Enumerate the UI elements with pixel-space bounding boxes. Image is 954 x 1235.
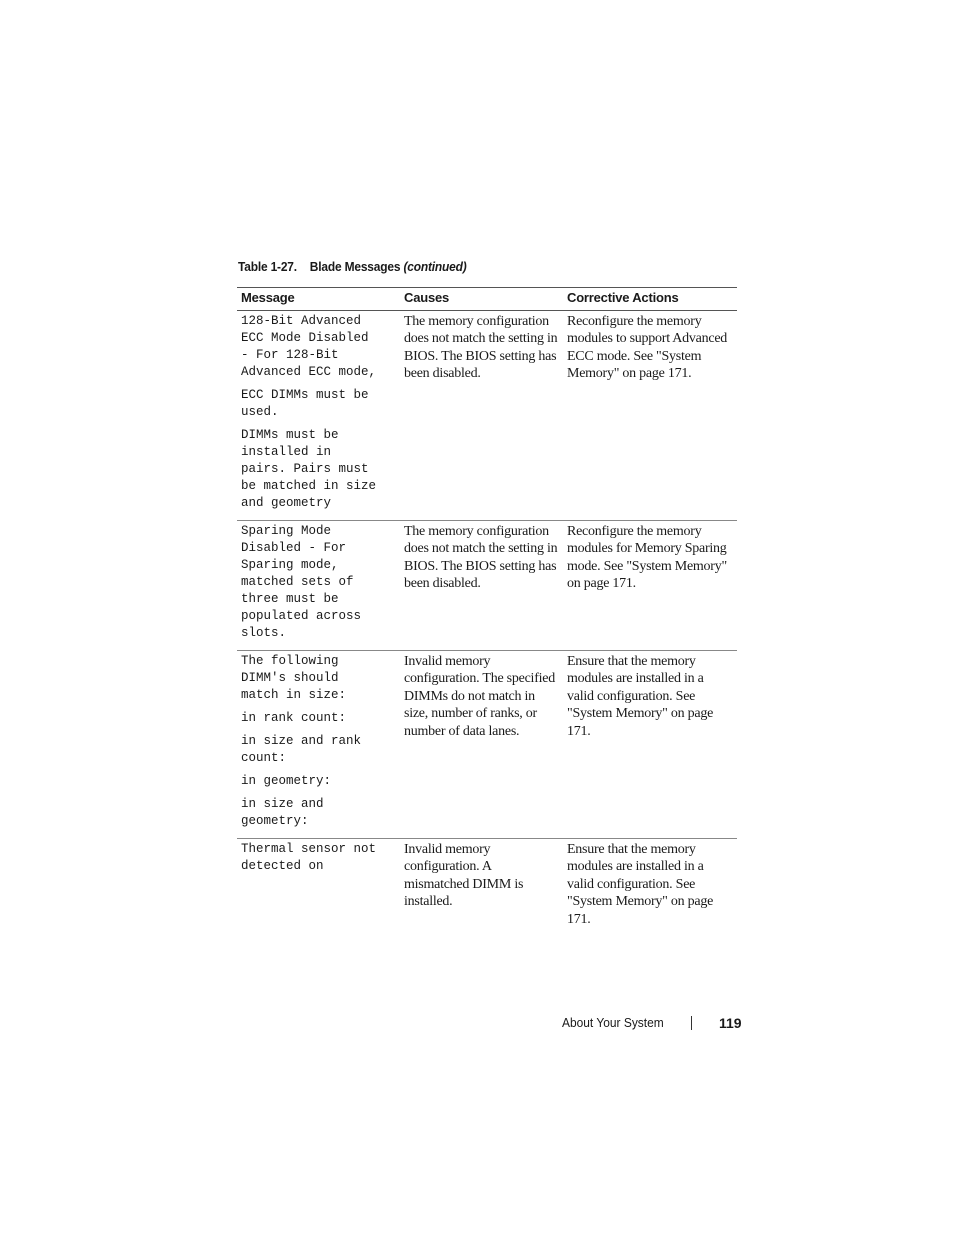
table-row — [237, 521, 737, 651]
footer-separator — [691, 1016, 692, 1030]
actions-cell: Ensure that the memory modules are installed in a valid configuration. See "System Memory" on page 171. — [563, 651, 737, 839]
table-row — [237, 839, 737, 937]
message-cell — [237, 839, 400, 937]
message-cell — [237, 521, 400, 651]
message-text: Thermal sensor not detected on — [241, 842, 377, 873]
table-number: Table 1-27. — [238, 259, 297, 274]
message-text: in size and rank count: — [241, 734, 362, 765]
header-corrective-actions: Corrective Actions — [563, 288, 737, 311]
message-cell — [237, 651, 400, 839]
message-text: in rank count: — [241, 711, 347, 725]
causes-cell: Invalid memory configuration. A mismatched DIMM is installed. — [404, 842, 524, 910]
message-text: ECC DIMMs must be used. — [241, 388, 369, 419]
message-text: in size and geometry: — [241, 797, 324, 828]
causes-cell: The memory configuration does not match the setting in BIOS. The BIOS setting has been disabled. — [400, 521, 563, 651]
header-message: Message — [237, 288, 400, 311]
message-text: 128-Bit Advanced ECC Mode Disabled - For 128-Bit Advanced ECC mode, — [241, 314, 377, 379]
table-row — [237, 311, 737, 521]
actions-cell: Reconfigure the memory modules for Memory Sparing mode. See "System Memory" on page 171. — [563, 521, 737, 651]
table-header-row — [237, 288, 737, 311]
causes-cell: Invalid memory configuration. The specified DIMMs do not match in size, number of ranks, or number of data lanes. — [400, 651, 563, 839]
page-footer — [562, 1015, 742, 1031]
continued-label: (continued) — [403, 259, 467, 274]
actions-cell: Ensure that the memory modules are installed in a valid configuration. See "System Memory" on page 171. — [567, 842, 714, 927]
message-cell — [237, 311, 400, 521]
message-text: in geometry: — [241, 774, 332, 788]
footer-section-title: About Your System — [562, 1015, 664, 1030]
message-text: DIMMs must be installed in pairs. Pairs must be matched in size and geometry — [241, 428, 377, 510]
header-causes: Causes — [400, 288, 563, 311]
table-caption — [238, 259, 467, 274]
message-text: Sparing Mode Disabled - For Sparing mode, matched sets of three must be populated across slots. — [241, 524, 362, 640]
table-title: Blade Messages — [309, 259, 401, 274]
actions-cell: Reconfigure the memory modules to support Advanced ECC mode. See "System Memory" on page 171. — [563, 311, 737, 521]
page-number: 119 — [719, 1015, 742, 1031]
message-text: The following DIMM's should match in size: — [241, 654, 347, 702]
table-row — [237, 651, 737, 839]
blade-messages-table — [237, 287, 737, 936]
causes-cell: The memory configuration does not match the setting in BIOS. The BIOS setting has been disabled. — [400, 311, 563, 521]
